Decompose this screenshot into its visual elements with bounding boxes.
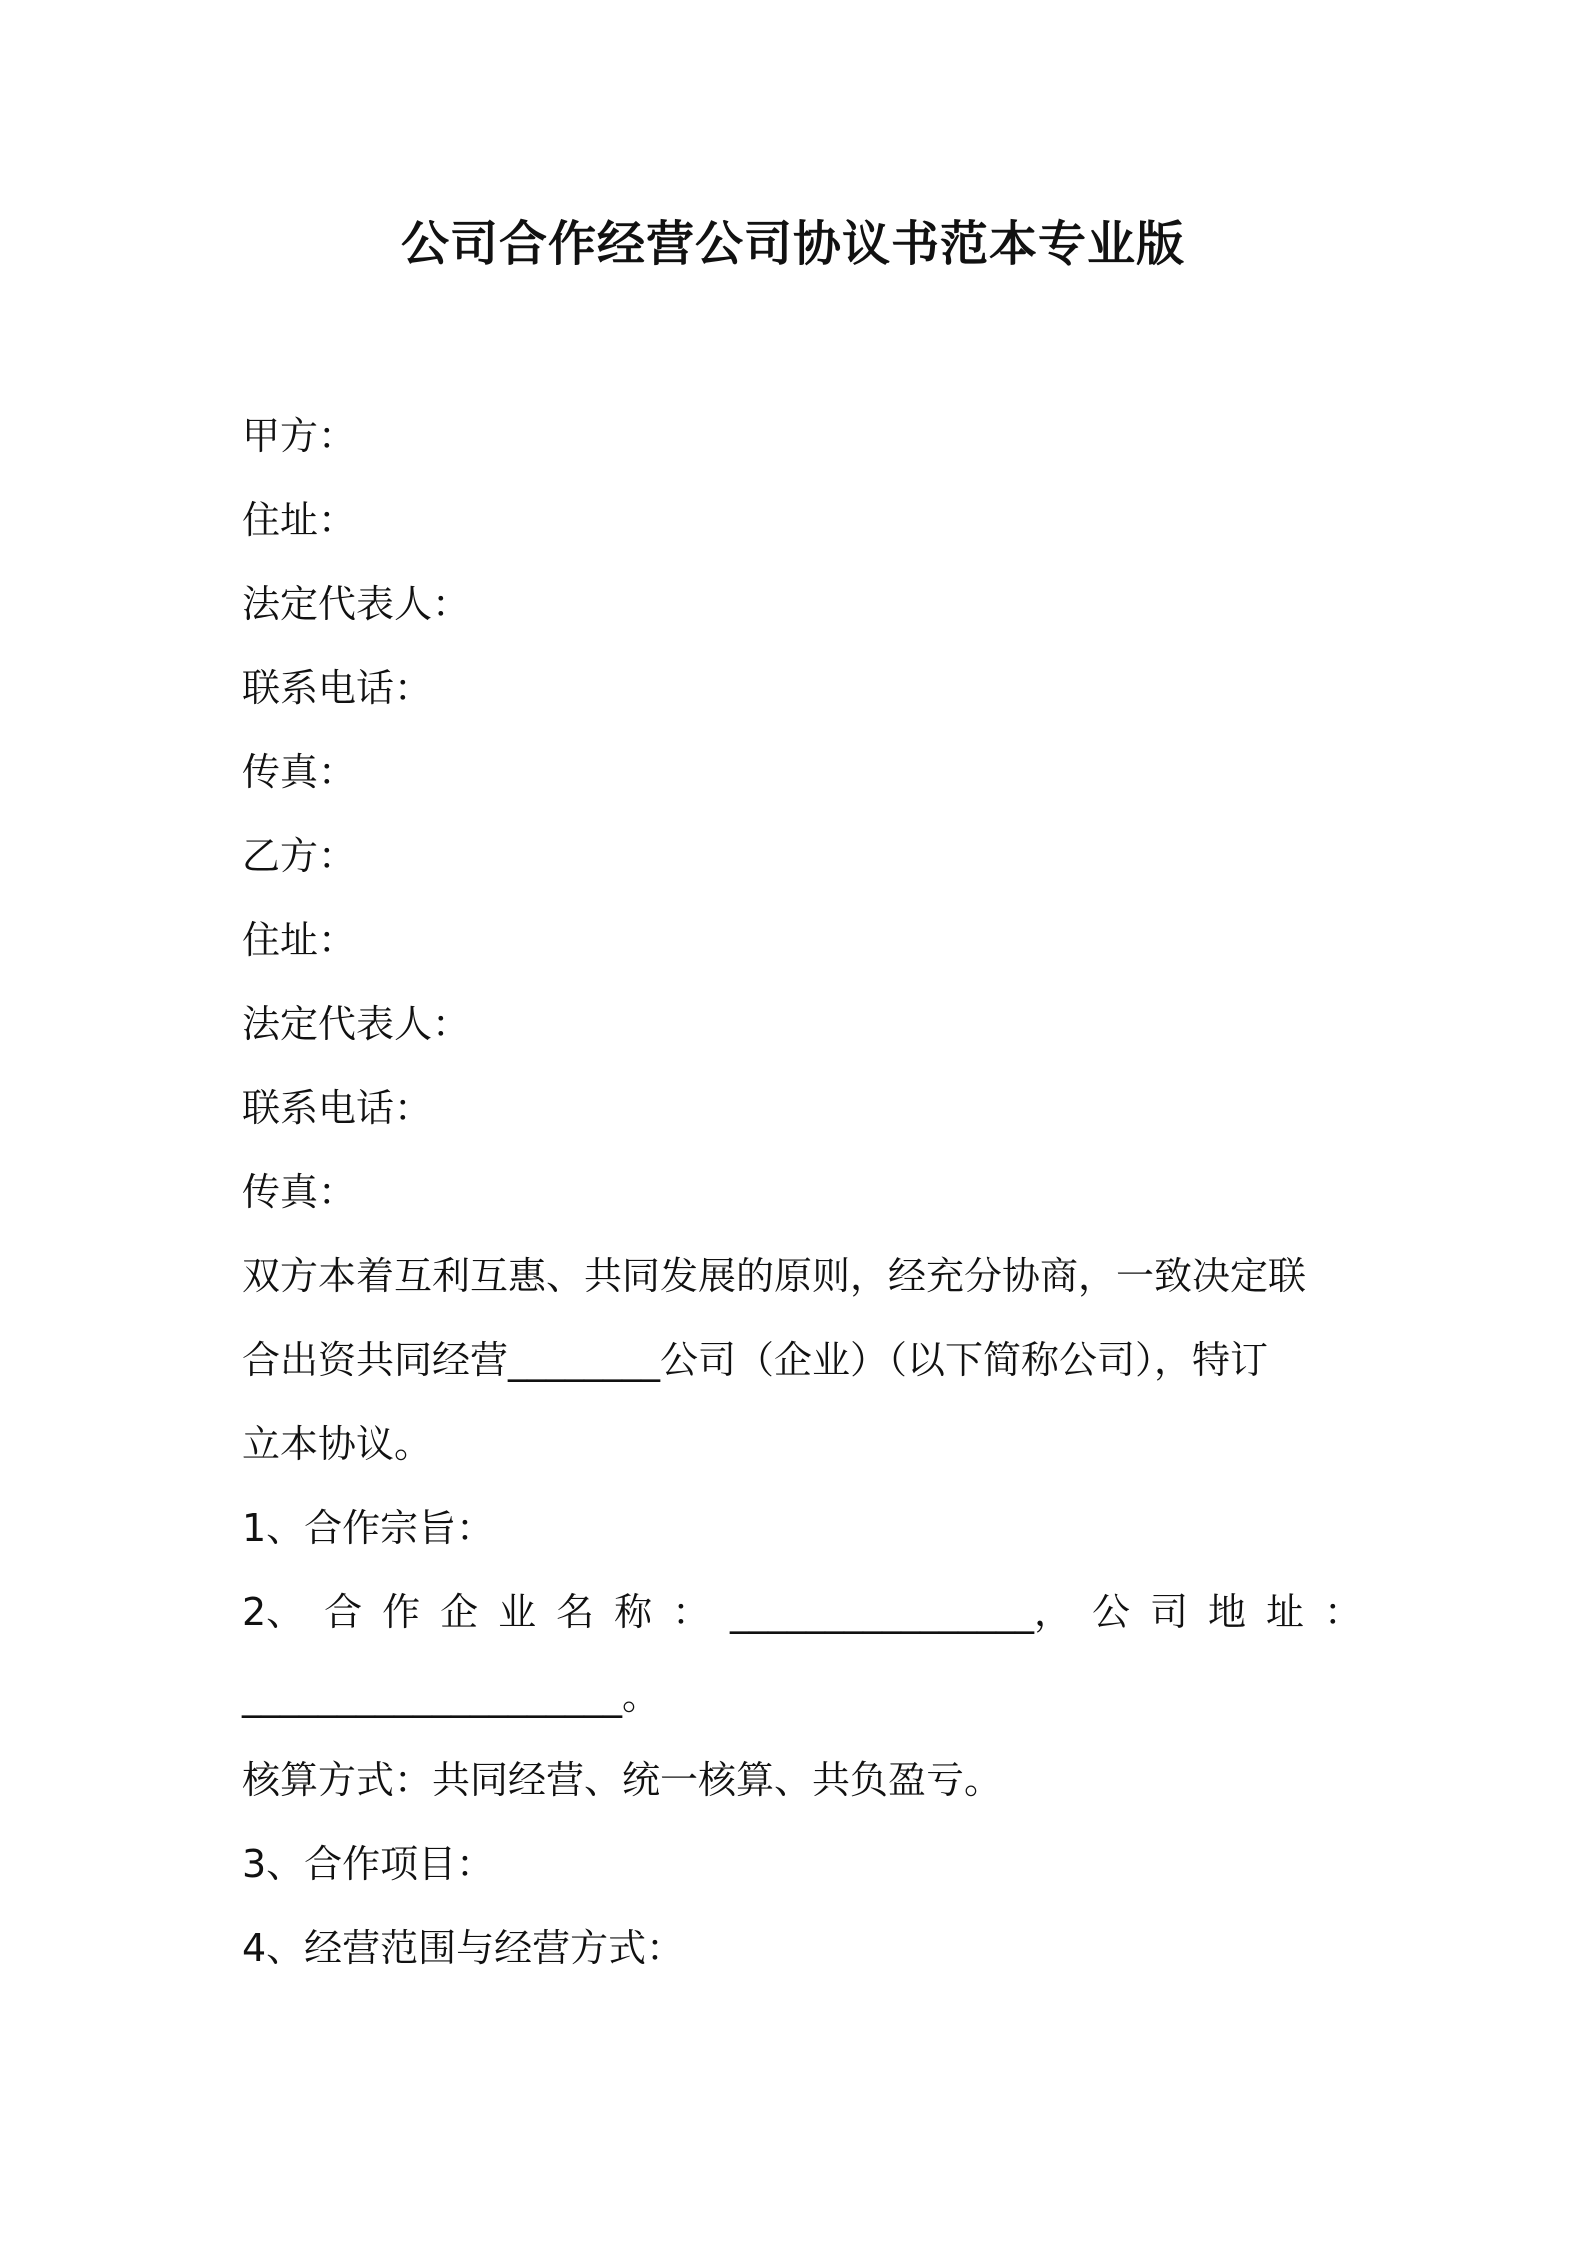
party-b-legal-rep-label: 法定代表人： [242, 1002, 471, 1046]
party-b-phone-label: 联系电话： [242, 1086, 433, 1130]
clause-2-blank-company-name: ________________， [730, 1590, 1073, 1634]
party-a-legal-rep-label: 法定代表人： [242, 582, 471, 626]
party-b-address-label: 住址： [242, 918, 357, 962]
clause-2-part: 地 [1208, 1590, 1247, 1634]
party-a-fax-label: 传真： [242, 750, 357, 794]
party-b-name-label: 乙方： [242, 834, 357, 878]
clause-2-part: 业 [498, 1590, 537, 1634]
clause-2-part: 司 [1150, 1590, 1189, 1634]
clause-3-project: 3、合作项目： [242, 1842, 495, 1886]
clause-2-part: 址 [1265, 1590, 1304, 1634]
clause-1-purpose: 1、合作宗旨： [242, 1506, 495, 1550]
party-b-fax-label: 传真： [242, 1170, 357, 1214]
clause-2-part: 作 [382, 1590, 421, 1634]
clause-2-part: ： [1323, 1590, 1362, 1634]
clause-2-company-name-address [242, 1588, 1362, 1636]
intro-line-1: 双方本着互利互惠、共同发展的原则，经充分协商，一致决定联 [242, 1254, 1307, 1298]
clause-2-part: ： [672, 1590, 711, 1634]
document-title: 公司合作经营公司协议书范本专业版 [400, 216, 1185, 272]
clause-2-part: 称 [614, 1590, 653, 1634]
clause-4-scope: 4、经营范围与经营方式： [242, 1926, 685, 1970]
accounting-method: 核算方式：共同经营、统一核算、共负盈亏。 [242, 1758, 1003, 1802]
clause-2-part: 2、 [242, 1590, 305, 1634]
clause-2-part: 企 [440, 1590, 479, 1634]
clause-2-part: 公 [1092, 1590, 1131, 1634]
clause-2-part: 合 [324, 1590, 363, 1634]
clause-2-blank-company-address: ____________________。 [242, 1674, 661, 1718]
intro-line-2: 合出资共同经营________公司（企业）（以下简称公司），特订 [242, 1338, 1269, 1382]
party-a-phone-label: 联系电话： [242, 666, 433, 710]
clause-2-part: 名 [556, 1590, 595, 1634]
party-a-address-label: 住址： [242, 498, 357, 542]
intro-line-3: 立本协议。 [242, 1422, 433, 1466]
party-a-name-label: 甲方： [242, 414, 357, 458]
